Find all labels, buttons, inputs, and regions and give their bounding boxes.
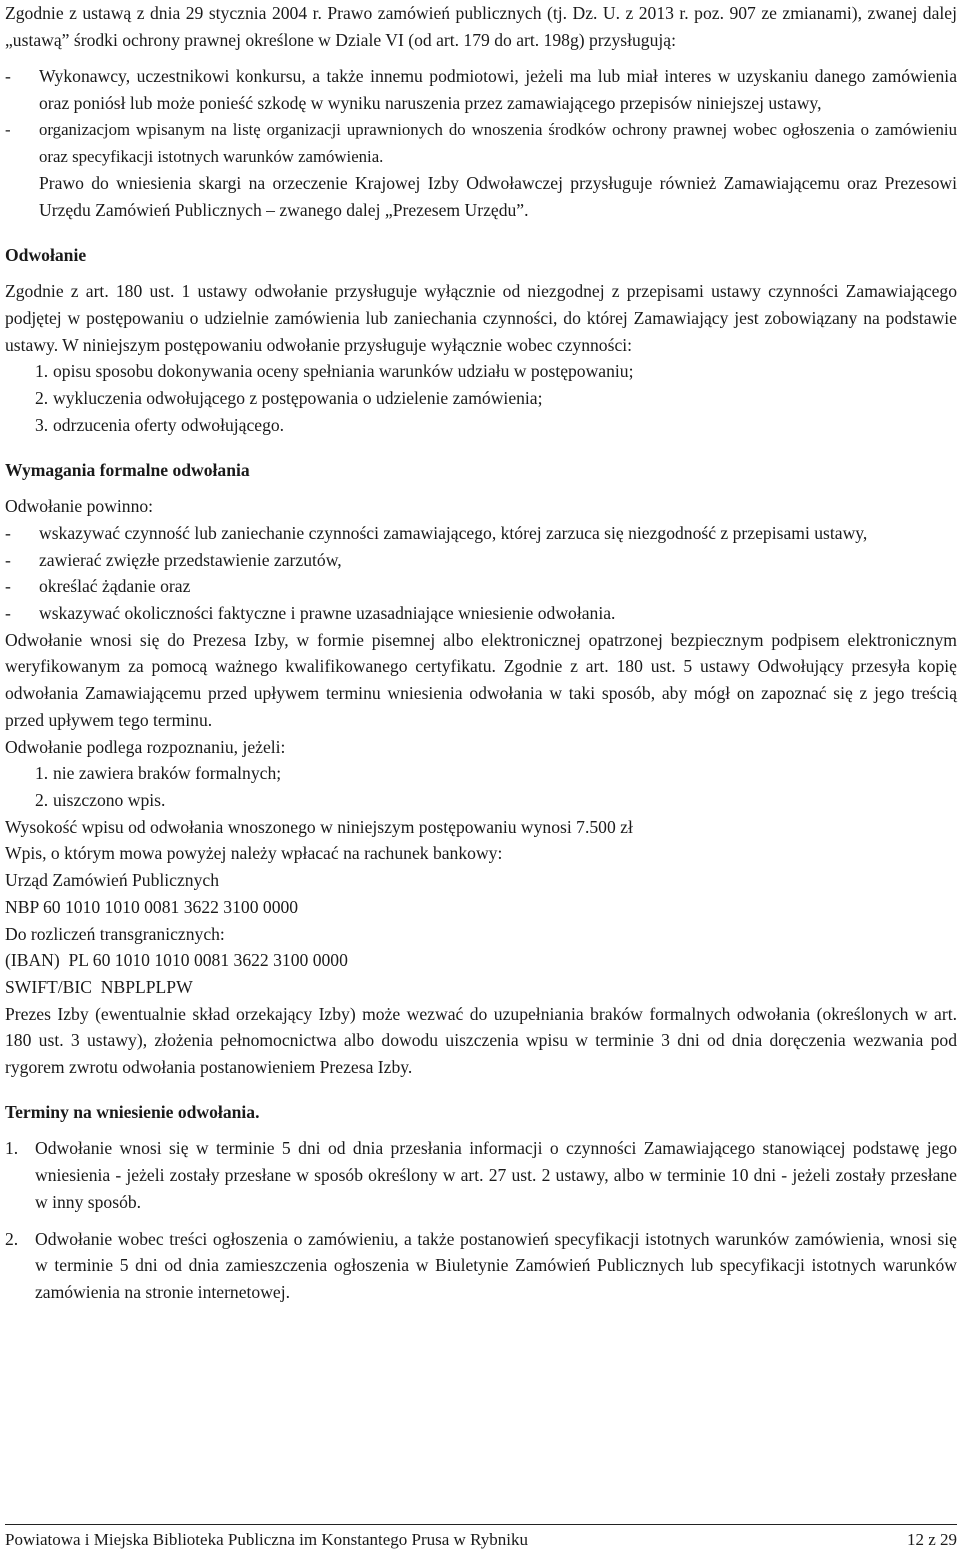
item-text: wykluczenia odwołującego z postępowania o udzielenie zamówienia;	[53, 388, 543, 409]
terminy-item-2	[5, 1226, 957, 1306]
terminy-item-1	[5, 1135, 957, 1215]
bullet-text: zawierać zwięzłe przedstawienie zarzutów,	[39, 549, 342, 570]
item-text: opisu sposobu dokonywania oceny spełniania warunków udziału w postępowaniu;	[53, 361, 634, 382]
footer-divider	[5, 1524, 957, 1525]
dash-marker: -	[5, 522, 11, 543]
footer-institution: Powiatowa i Miejska Biblioteka Publiczna im Konstantego Prusa w Rybniku	[5, 1530, 528, 1549]
bullet-text: określać żądanie oraz	[39, 576, 191, 597]
wymagania-bullet-3	[5, 573, 957, 600]
item-number: 2.	[5, 1228, 19, 1249]
dash-marker: -	[5, 66, 11, 87]
odwolanie-item-1	[5, 358, 957, 385]
wymagania-item-1	[5, 760, 957, 787]
section-heading-terminy: Terminy na wniesienie odwołania.	[5, 1101, 260, 1122]
item-number: 2.	[35, 388, 49, 409]
item-text: odrzucenia oferty odwołującego.	[53, 414, 285, 435]
bank-name: Urząd Zamówień Publicznych	[5, 870, 219, 891]
wymagania-lead-2: Odwołanie podlega rozpoznaniu, jeżeli:	[5, 736, 286, 757]
item-number: 1.	[35, 763, 49, 784]
wymagania-bullet-4	[5, 600, 957, 627]
wymagania-paragraph: Odwołanie wnosi się do Prezesa Izby, w formie pisemnej albo elektronicznej opatrzonej bezpiecznym podpisem elektronicznym weryfikowanym za pomocą ważnego kwalifikowanego certyfikatu. Zgodnie z art. 180 ust. 5 ustawy Odwołujący przesyła kopię odwołania Zamawiającemu przed upływem terminu wniesienia odwołania w taki sposób, aby mógł on zapoznać się z jego treścią przed upływem tego terminu.	[5, 629, 957, 730]
dash-marker: -	[5, 603, 11, 624]
wymagania-paragraph-2: Prezes Izby (ewentualnie skład orzekający Izby) może wezwać do uzupełniania braków formalnych odwołania (określonych w art. 180 ust. 3 ustawy), złożenia pełnomocnictwa albo dowodu uiszczenia wpisu w terminie 3 dni od dnia doręczenia wezwania pod rygorem zwrotu odwołania postanowieniem Prezesa Izby.	[5, 1003, 957, 1078]
bullet-text: wskazywać czynność lub zaniechanie czynności zamawiającego, której zarzuca się niezgodność z przepisami ustawy,	[39, 522, 868, 543]
cross-border-label: Do rozliczeń transgranicznych:	[5, 923, 225, 944]
page-number: 12 z 29	[906, 1530, 957, 1549]
intro-bullet-1	[5, 63, 957, 116]
document-body	[5, 0, 957, 1306]
item-number: 1.	[35, 361, 49, 382]
wymagania-bullet-1	[5, 520, 957, 547]
item-number: 1.	[5, 1138, 19, 1159]
bullet-text: organizacjom wpisanym na listę organizacji uprawnionych do wnoszenia środków ochrony prawnej wobec ogłoszenia o zamówieniu oraz specyfikacji istotnych warunków zamówienia.	[39, 119, 957, 166]
bullet-text: Wykonawcy, uczestnikowi konkursu, a także innemu podmiotowi, jeżeli ma lub miał interes w uzyskaniu danego zamówienia oraz poniósł lub może ponieść szkodę w wyniku naruszenia przez zamawiającego przepisów niniejszej ustawy,	[39, 66, 957, 114]
intro-paragraph-2: Prawo do wniesienia skargi na orzeczenie Krajowej Izby Odwoławczej przysługuje również Zamawiającemu oraz Prezesowi Urzędu Zamówień Publicznych – zwanego dalej „Prezesem Urzędu”.	[39, 173, 957, 220]
bank-lead: Wpis, o którym mowa powyżej należy wpłacać na rachunek bankowy:	[5, 843, 503, 864]
dash-marker: -	[5, 576, 11, 597]
fee-amount: Wysokość wpisu od odwołania wnoszonego w niniejszym postępowaniu wynosi 7.500 zł	[5, 816, 633, 837]
section-heading-odwolanie: Odwołanie	[5, 244, 87, 265]
item-number: 3.	[35, 414, 49, 435]
odwolanie-item-2	[5, 385, 957, 412]
wymagania-lead: Odwołanie powinno:	[5, 496, 154, 517]
wymagania-bullet-2	[5, 547, 957, 574]
bullet-text: wskazywać okoliczności faktyczne i prawne uzasadniające wniesienie odwołania.	[39, 603, 616, 624]
item-text: Odwołanie wnosi się w terminie 5 dni od dnia przesłania informacji o czynności Zamawiającego stanowiącej podstawę jego wniesienia - jeżeli zostały przesłane w sposób określony w art. 27 ust. 2 ustawy, albo w terminie 10 dni - jeżeli zostały przesłane w inny sposób.	[35, 1138, 957, 1212]
bank-account: NBP 60 1010 1010 0081 3622 3100 0000	[5, 896, 299, 917]
wymagania-item-2	[5, 787, 957, 814]
section-heading-wymagania: Wymagania formalne odwołania	[5, 459, 250, 480]
item-text: uiszczono wpis.	[53, 789, 166, 810]
item-text: Odwołanie wobec treści ogłoszenia o zamówieniu, a także postanowień specyfikacji istotnych warunków zamówienia, wnosi się w terminie 5 dni od dnia zamieszczenia ogłoszenia w Biuletynie Zamówień Publicznych lub specyfikacji istotnych warunków zamówienia na stronie internetowej.	[35, 1228, 957, 1302]
swift-code: SWIFT/BIC NBPLPLPW	[5, 976, 193, 997]
odwolanie-paragraph: Zgodnie z art. 180 ust. 1 ustawy odwołanie przysługuje wyłącznie od niezgodnej z przepisami ustawy czynności Zamawiającego podjętej w postępowaniu o udzielnie zamówienia lub zaniechania czynności, do której Zamawiający jest zobowiązany na podstawie ustawy. W niniejszym postępowaniu odwołanie przysługuje wyłącznie wobec czynności:	[5, 281, 957, 355]
page-footer	[5, 1528, 957, 1552]
dash-marker: -	[5, 119, 11, 139]
intro-bullet-2	[5, 117, 957, 170]
dash-marker: -	[5, 549, 11, 570]
odwolanie-item-3	[5, 412, 957, 439]
item-number: 2.	[35, 789, 49, 810]
intro-paragraph: Zgodnie z ustawą z dnia 29 stycznia 2004 r. Prawo zamówień publicznych (tj. Dz. U. z 2013 r. poz. 907 ze zmianami), zwanej dalej „ustawą” środki ochrony prawnej określone w Dziale VI (od art. 179 do art. 198g) przysługują:	[5, 3, 957, 50]
item-text: nie zawiera braków formalnych;	[53, 763, 282, 784]
iban-number: (IBAN) PL 60 1010 1010 0081 3622 3100 0000	[5, 950, 348, 971]
